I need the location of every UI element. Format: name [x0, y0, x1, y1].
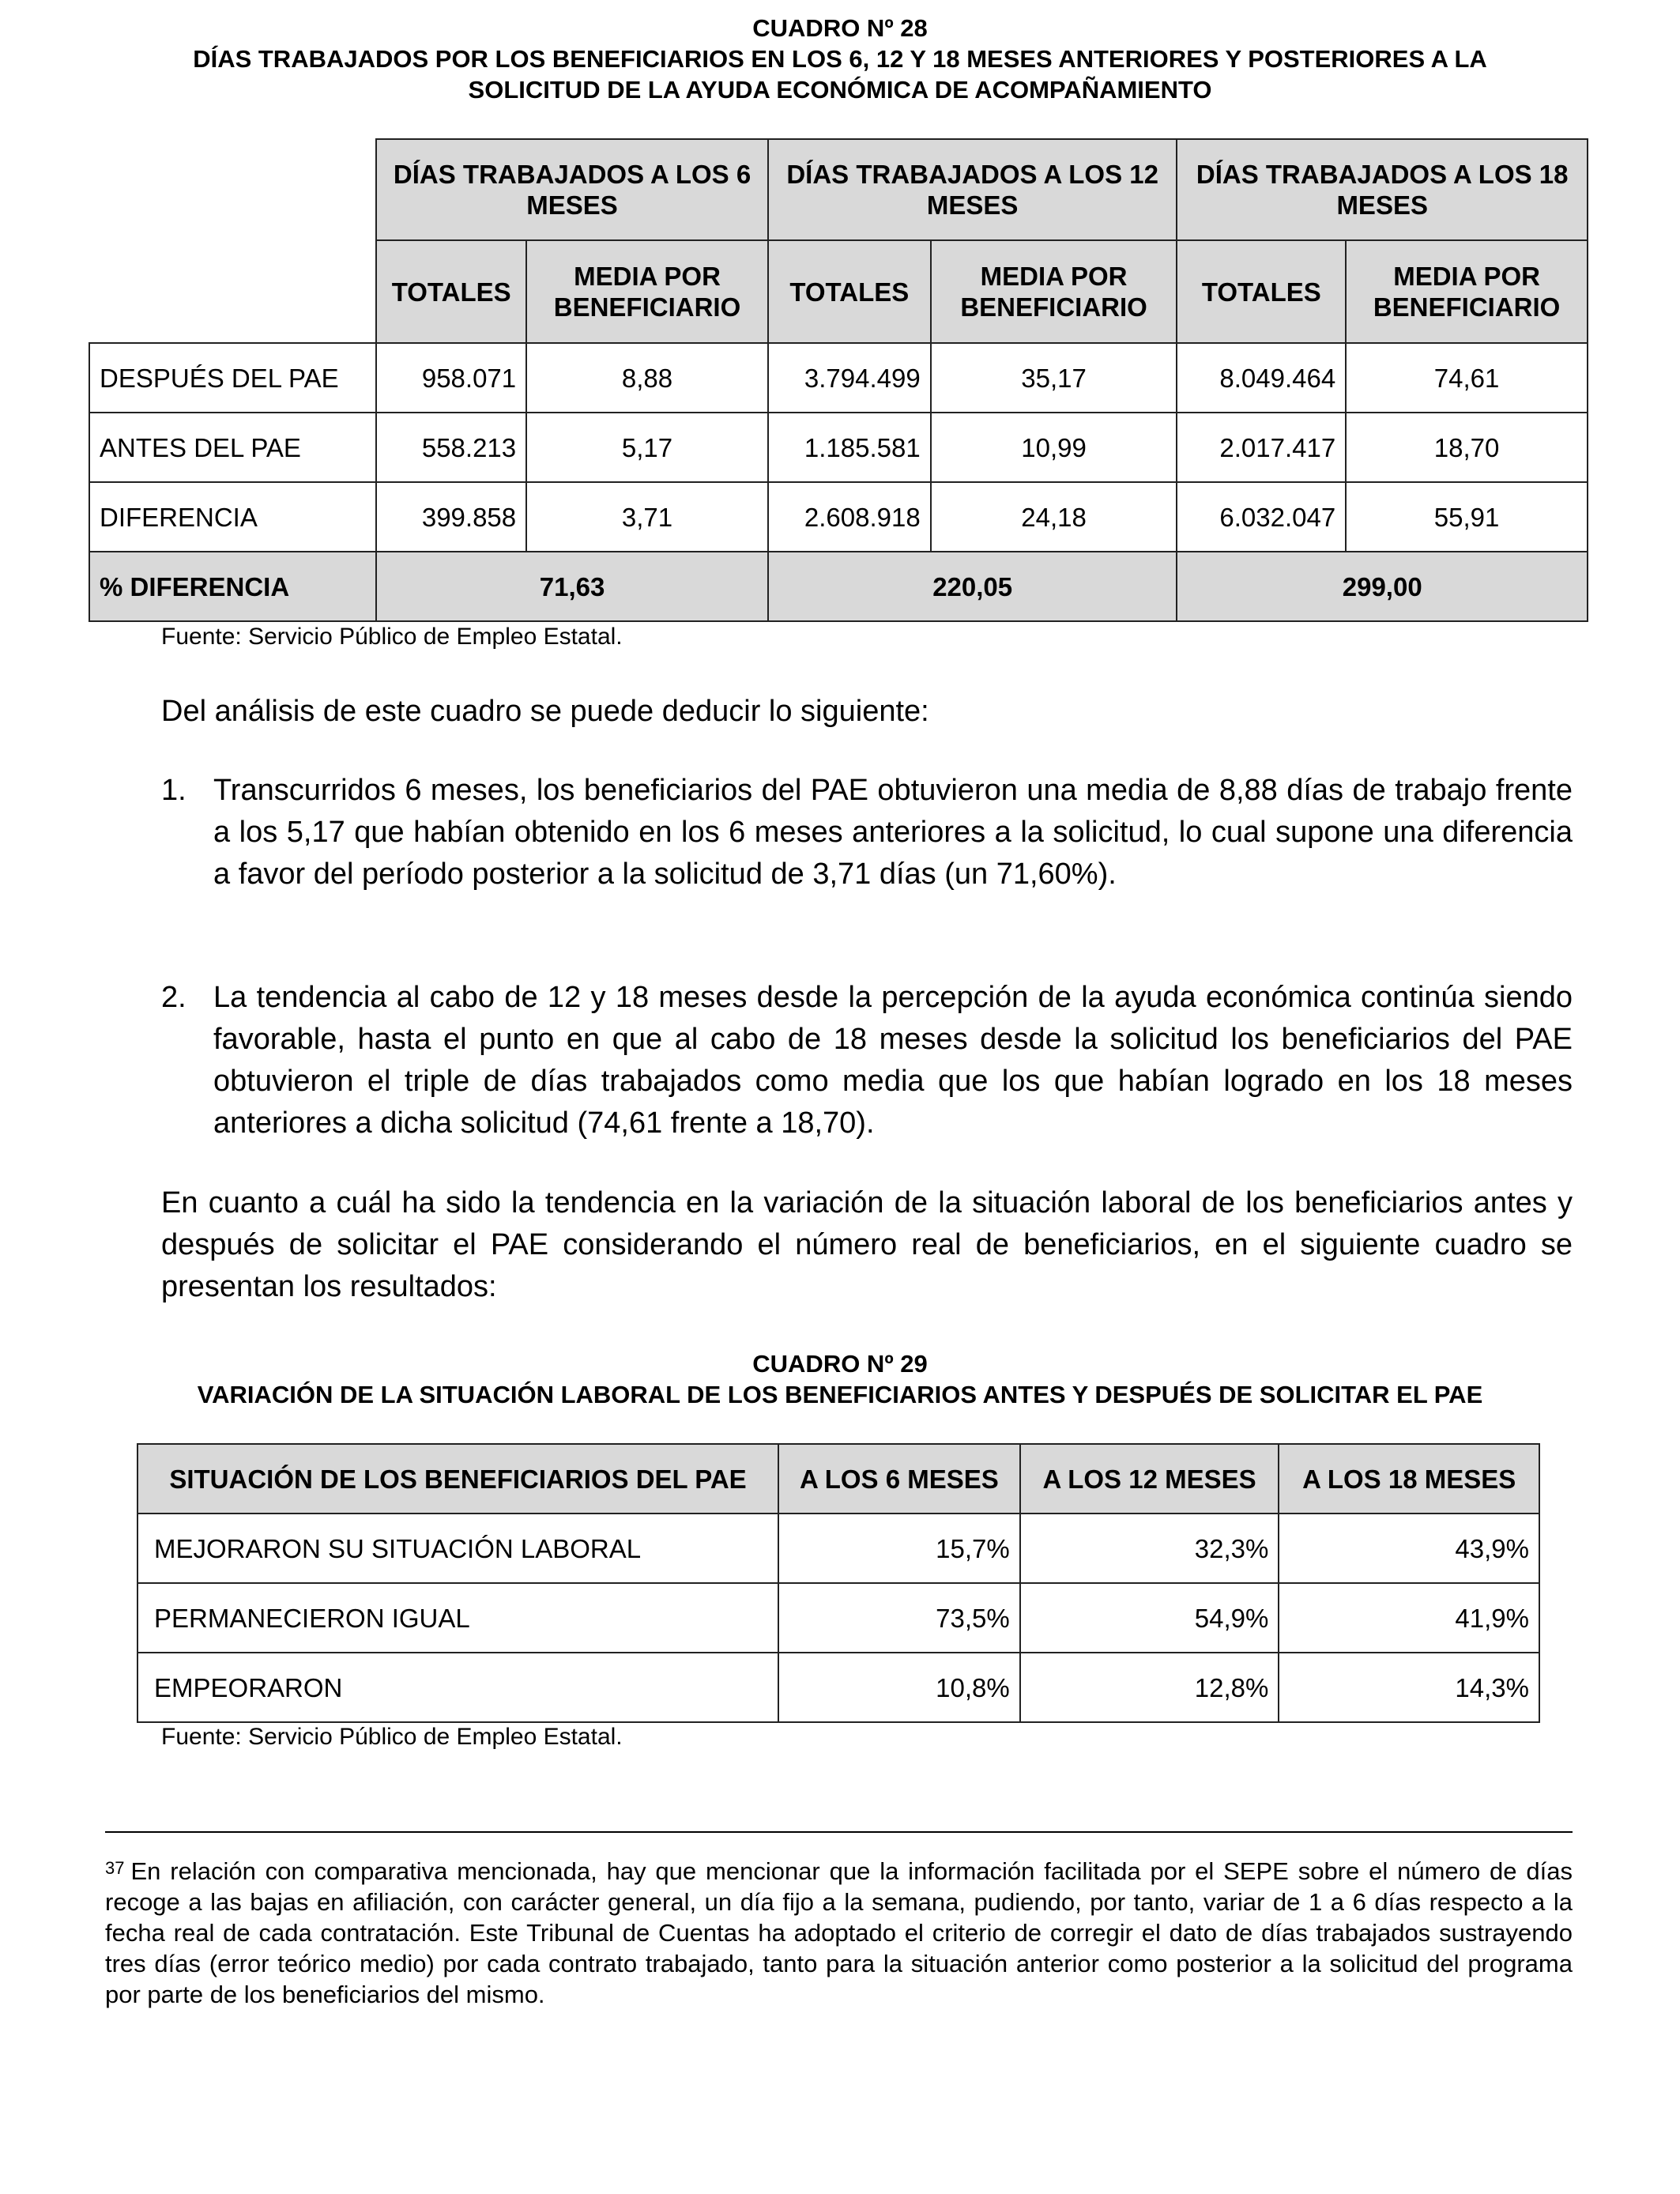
footnote-marker: 37	[105, 1858, 125, 1878]
cell-value: 43,9%	[1279, 1514, 1539, 1583]
cuadro28-source: Fuente: Servicio Público de Empleo Estatal.	[161, 624, 623, 650]
cell-value: 8,88	[526, 343, 768, 413]
cell-value: 32,3%	[1020, 1514, 1279, 1583]
table-row	[137, 1514, 1539, 1583]
footnote	[105, 1856, 1573, 2010]
cell-value: 2.608.918	[768, 482, 931, 552]
cell-value: 3.794.499	[768, 343, 931, 413]
sub-header-totales: TOTALES	[376, 240, 526, 343]
cell-value: 558.213	[376, 413, 526, 482]
table-row	[137, 1583, 1539, 1653]
cuadro29-title: VARIACIÓN DE LA SITUACIÓN LABORAL DE LOS BENEFICIARIOS ANTES Y DESPUÉS DE SOLICITAR EL PAE	[197, 1381, 1483, 1408]
list-item-text: La tendencia al cabo de 12 y 18 meses desde la percepción de la ayuda económica continúa siendo favorable, hasta el punto en que al cabo de 18 meses desde la solicitud los beneficiarios del PAE obtuvieron el triple de días trabajados como media que los que habían logrado en los 18 meses anteriores a dicha solicitud (74,61 frente a 18,70).	[213, 981, 1573, 1140]
row-label: EMPEORARON	[137, 1653, 778, 1722]
footnote-divider	[105, 1831, 1573, 1833]
row-label: PERMANECIERON IGUAL	[137, 1583, 778, 1653]
conclusion-paragraph: En cuanto a cuál ha sido la tendencia en la variación de la situación laboral de los beneficiarios antes y después de solicitar el PAE considerando el número real de beneficiarios, en el siguiente cuadro se presentan los resultados:	[161, 1186, 1573, 1303]
cell-value: 6.032.047	[1177, 482, 1346, 552]
row-label: MEJORARON SU SITUACIÓN LABORAL	[137, 1514, 778, 1583]
table-corner	[89, 139, 376, 240]
sub-header-media: MEDIA POR BENEFICIARIO	[931, 240, 1177, 343]
cuadro28-title-line1: DÍAS TRABAJADOS POR LOS BENEFICIARIOS EN LOS 6, 12 Y 18 MESES ANTERIORES Y POSTERIORES A LA	[193, 45, 1487, 73]
table-row	[137, 1653, 1539, 1722]
cuadro28-title-line2: SOLICITUD DE LA AYUDA ECONÓMICA DE ACOMPAÑAMIENTO	[468, 76, 1212, 104]
cell-value: 35,17	[931, 343, 1177, 413]
row-label: DESPUÉS DEL PAE	[89, 343, 376, 413]
sub-header-media: MEDIA POR BENEFICIARIO	[1346, 240, 1588, 343]
table-row	[89, 482, 1588, 552]
row-label: DIFERENCIA	[89, 482, 376, 552]
group-header-12: DÍAS TRABAJADOS A LOS 12 MESES	[768, 139, 1177, 240]
cell-value: 24,18	[931, 482, 1177, 552]
sub-header-totales: TOTALES	[1177, 240, 1346, 343]
group-header-18: DÍAS TRABAJADOS A LOS 18 MESES	[1177, 139, 1588, 240]
list-item-text: Transcurridos 6 meses, los beneficiarios del PAE obtuvieron una media de 8,88 días de trabajo frente a los 5,17 que habían obtenido en los 6 meses anteriores a la solicitud, lo cual supone una diferencia a favor del período posterior a la solicitud de 3,71 días (un 71,60%).	[213, 774, 1573, 891]
cell-value: 10,99	[931, 413, 1177, 482]
cuadro29-title-block	[103, 1348, 1577, 1410]
cell-value: 10,8%	[778, 1653, 1020, 1722]
intro-paragraph: Del análisis de este cuadro se puede deducir lo siguiente:	[161, 695, 929, 728]
cell-value: 71,63	[376, 552, 768, 621]
cell-value: 15,7%	[778, 1514, 1020, 1583]
sub-header-media: MEDIA POR BENEFICIARIO	[526, 240, 768, 343]
table-row	[89, 413, 1588, 482]
cell-value: 2.017.417	[1177, 413, 1346, 482]
cell-value: 3,71	[526, 482, 768, 552]
cell-value: 41,9%	[1279, 1583, 1539, 1653]
footnote-text: En relación con comparativa mencionada, hay que mencionar que la información facilitada por el SEPE sobre el número de días recoge a las bajas en afiliación, con carácter general, un día fijo a la semana, pudiendo, por tanto, variar de 1 a 6 días respecto a la fecha real de cada contratación. Este Tribunal de Cuentas ha adoptado el criterio de corregir el dato de días trabajados sustrayendo tres días (error teórico medio) por cada contrato trabajado, tanto para la situación anterior como posterior a la solicitud del programa por parte de los beneficiarios del mismo.	[105, 1857, 1573, 2008]
cuadro28-table	[89, 138, 1588, 622]
cuadro29-table	[137, 1443, 1540, 1723]
list-number: 1.	[161, 774, 186, 807]
column-header: A LOS 6 MESES	[778, 1444, 1020, 1514]
cell-value: 299,00	[1177, 552, 1588, 621]
table-corner	[89, 240, 376, 343]
cell-value: 74,61	[1346, 343, 1588, 413]
cell-value: 1.185.581	[768, 413, 931, 482]
cuadro28-number: CUADRO Nº 28	[752, 14, 928, 42]
group-header-6: DÍAS TRABAJADOS A LOS 6 MESES	[376, 139, 768, 240]
cell-value: 14,3%	[1279, 1653, 1539, 1722]
cell-value: 73,5%	[778, 1583, 1020, 1653]
cell-value: 399.858	[376, 482, 526, 552]
cuadro29-source: Fuente: Servicio Público de Empleo Estatal.	[161, 1724, 623, 1750]
cell-value: 958.071	[376, 343, 526, 413]
cell-value: 12,8%	[1020, 1653, 1279, 1722]
list-item	[161, 977, 1573, 1144]
cell-value: 5,17	[526, 413, 768, 482]
list-item	[161, 770, 1573, 895]
pct-diferencia-row	[89, 552, 1588, 621]
column-header: SITUACIÓN DE LOS BENEFICIARIOS DEL PAE	[137, 1444, 778, 1514]
cell-value: 18,70	[1346, 413, 1588, 482]
list-number: 2.	[161, 981, 186, 1014]
column-header: A LOS 18 MESES	[1279, 1444, 1539, 1514]
cell-value: 8.049.464	[1177, 343, 1346, 413]
row-label: ANTES DEL PAE	[89, 413, 376, 482]
cell-value: 220,05	[768, 552, 1177, 621]
cell-value: 54,9%	[1020, 1583, 1279, 1653]
column-header: A LOS 12 MESES	[1020, 1444, 1279, 1514]
cuadro29-number: CUADRO Nº 29	[752, 1350, 928, 1378]
sub-header-totales: TOTALES	[768, 240, 931, 343]
cuadro28-title-block	[103, 13, 1577, 105]
table-row	[89, 343, 1588, 413]
cell-value: 55,91	[1346, 482, 1588, 552]
row-label: % DIFERENCIA	[89, 552, 376, 621]
